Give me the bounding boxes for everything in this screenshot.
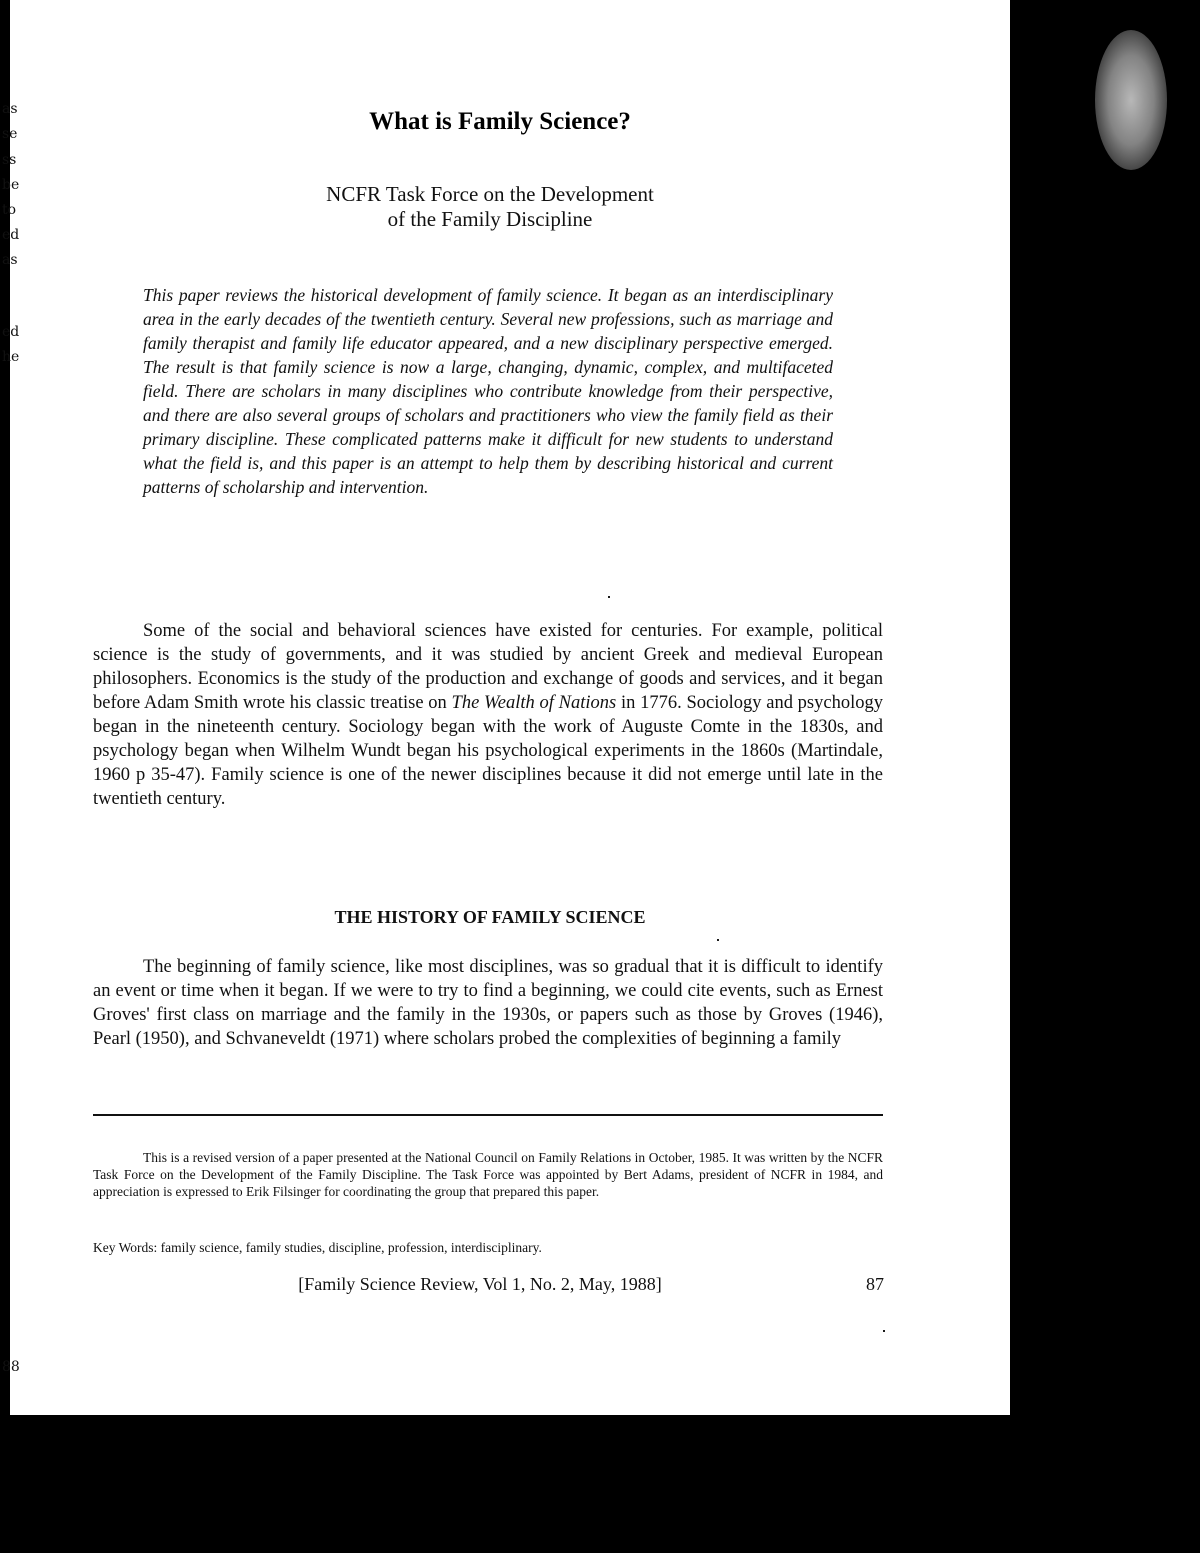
history-paragraph: The beginning of family science, like most disciplines, was so gradual that it is difficult to identify an event or time when it began. If we were to try to find a beginning, we could cite events, such as Ernest Groves' first class on marriage and the family in the 1930s, or papers such as those by Groves (1946), Pearl (1950), and Schvaneveldt (1971) where scholars probed the complexities of beginning a family: [93, 957, 883, 1049]
left-edge-fragment: ed: [2, 227, 20, 243]
scan-stain: [1095, 30, 1167, 170]
section-heading: THE HISTORY OF FAMILY SCIENCE: [334, 907, 646, 927]
left-edge-fragment: as: [2, 252, 18, 268]
left-edge-fragment: ss: [2, 152, 17, 168]
paragraph-text: Some of the social and behavioral sciences have existed for centuries. For example, political science is the study of governments, and it was studied by ancient Greek and medieval European philosophers. Economics is the study of the production and exchange of goods and services, and it began before Adam Smith wrote his classic treatise on: [93, 621, 883, 713]
page-number: 87: [866, 1274, 884, 1294]
paper-title: What is Family Science?: [369, 108, 631, 135]
keywords: Key Words: family science, family studies, discipline, profession, interdisciplinary.: [93, 1240, 542, 1255]
scan-speck: [883, 1330, 885, 1332]
left-edge-fragment: be: [2, 177, 20, 193]
footnote: This is a revised version of a paper presented at the National Council on Family Relations in October, 1985. It was written by the NCFR Task Force on the Development of the Family Discipline. The Task Force was appointed by Bert Adams, president of NCFR in 1984, and appreciation is expressed to Erik Filsinger for coordinating the group that prepared this paper.: [93, 1150, 883, 1199]
journal-citation: [Family Science Review, Vol 1, No. 2, May, 1988]: [298, 1274, 662, 1294]
left-edge-fragment: 88: [2, 1359, 20, 1375]
left-edge-fragment: he: [2, 349, 20, 365]
scan-speck: [717, 939, 719, 941]
intro-paragraph: [93, 619, 883, 811]
author-block: [230, 182, 750, 232]
author-line: NCFR Task Force on the Development: [326, 182, 654, 206]
paragraph-text: in 1776. Sociology and psychology began in the nineteenth century. Sociology began with the work of Auguste Comte in the 1830s, and psychology began when Wilhelm Wundt began his psychological experiments in the 1860s (Martindale, 1960 p 35-47). Family science is one of the newer disciplines because it did not emerge until late in the twentieth century.: [93, 693, 883, 809]
abstract: This paper reviews the historical development of family science. It began as an interdisciplinary area in the early decades of the twentieth century. Several new professions, such as marriage and family therapist and family life educator appeared, and a new disciplinary perspective emerged. The result is that family science is now a large, changing, dynamic, complex, and multifaceted field. There are scholars in many disciplines who contribute knowledge from their perspective, and there are also several groups of scholars and practitioners who view the family field as their primary discipline. These complicated patterns make it difficult for new students to understand what the field is, and this paper is an attempt to help them by describing historical and current patterns of scholarship and intervention.: [143, 285, 833, 497]
footnote-divider: [93, 1114, 883, 1116]
book-title: The Wealth of Nations: [451, 693, 617, 713]
left-edge-fragment: ed: [2, 324, 20, 340]
author-line: of the Family Discipline: [387, 207, 593, 231]
scan-speck: [608, 596, 610, 598]
left-edge-fragment: se: [2, 126, 18, 142]
scanned-page: [2, 0, 1010, 1415]
left-edge-fragment: as: [2, 101, 18, 117]
left-edge-fragment: to: [2, 202, 17, 218]
